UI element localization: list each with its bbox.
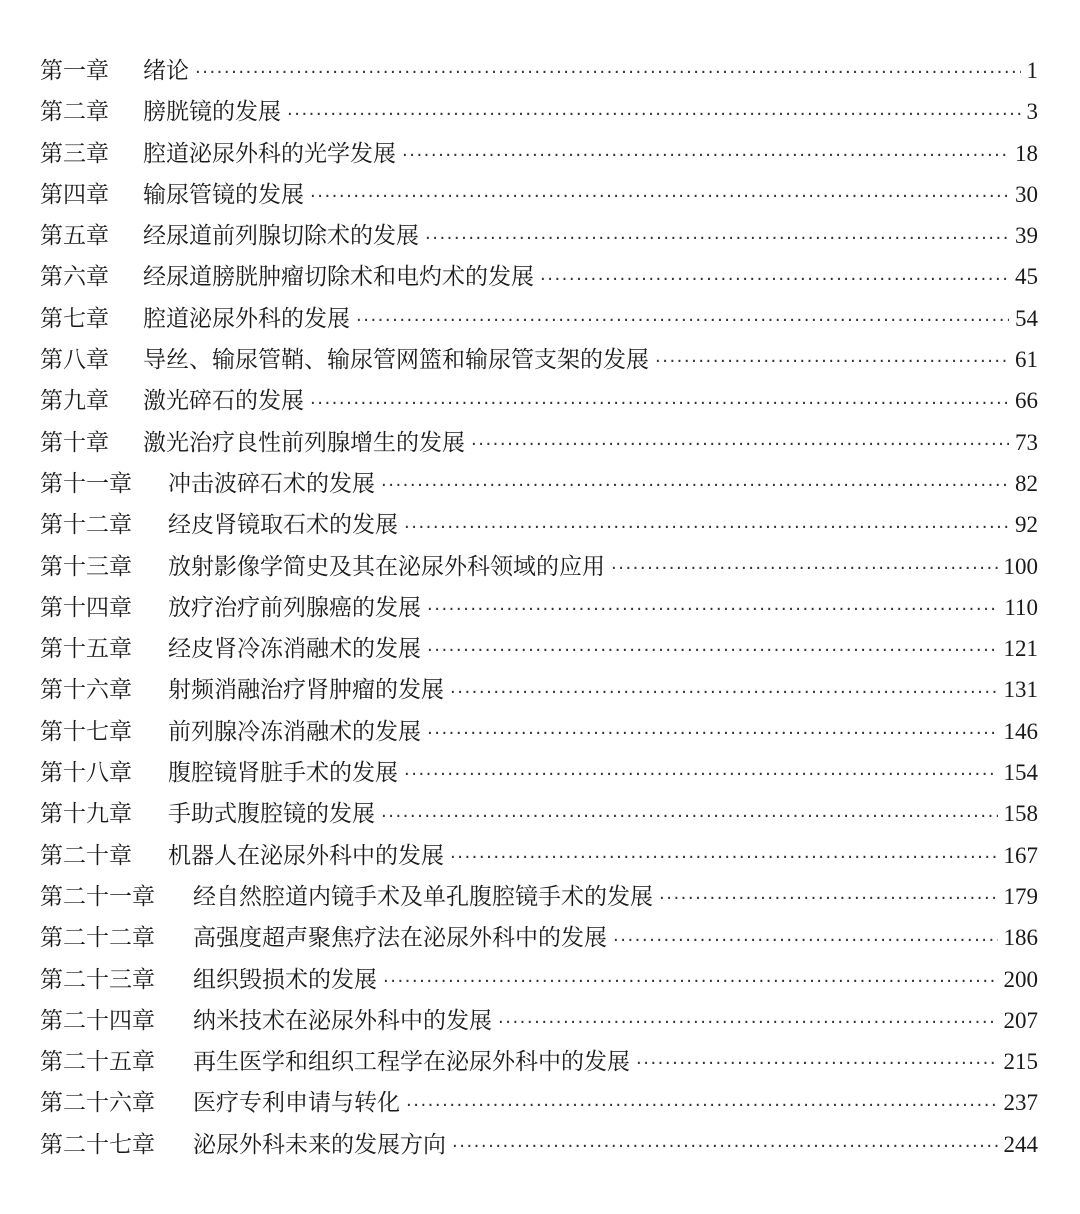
chapter-title: 泌尿外科未来的发展方向	[193, 1131, 446, 1158]
dot-leader	[613, 922, 998, 945]
chapter-title: 医疗专利申请与转化	[193, 1090, 400, 1117]
page-number: 82	[1015, 470, 1038, 496]
toc-entry[interactable]	[40, 546, 1038, 587]
chapter-title: 经自然腔道内镜手术及单孔腹腔镜手术的发展	[193, 883, 653, 910]
chapter-title: 纳米技术在泌尿外科中的发展	[193, 1007, 492, 1034]
chapter-title: 经皮肾冷冻消融术的发展	[168, 636, 421, 663]
toc-entry[interactable]	[40, 876, 1038, 917]
chapter-title: 膀胱镜的发展	[143, 99, 281, 126]
dot-leader	[450, 840, 998, 863]
toc-entry[interactable]	[40, 917, 1038, 958]
toc-entry[interactable]	[40, 1124, 1038, 1165]
chapter-number: 第六章	[40, 264, 109, 291]
chapter-number: 第二十章	[40, 842, 132, 869]
chapter-number: 第七章	[40, 305, 109, 332]
toc-entry[interactable]	[40, 463, 1038, 504]
chapter-number: 第二十六章	[40, 1090, 155, 1117]
page-number: 100	[1003, 553, 1038, 579]
chapter-number: 第二十一章	[40, 883, 155, 910]
chapter-number: 第十三章	[40, 553, 132, 580]
page-number: 18	[1015, 140, 1038, 166]
toc-entry[interactable]	[40, 1000, 1038, 1041]
dot-leader	[427, 716, 998, 739]
page-number: 179	[1003, 883, 1038, 909]
page-number: 186	[1003, 925, 1038, 951]
page-number: 73	[1015, 429, 1038, 455]
chapter-number: 第二十七章	[40, 1131, 155, 1158]
chapter-title: 经尿道膀胱肿瘤切除术和电灼术的发展	[143, 264, 534, 291]
dot-leader	[402, 138, 1009, 161]
chapter-title: 绪论	[143, 58, 189, 84]
dot-leader	[450, 674, 998, 697]
dot-leader	[310, 385, 1009, 408]
chapter-number: 第十二章	[40, 512, 132, 539]
chapter-title: 腹腔镜肾脏手术的发展	[168, 760, 398, 787]
chapter-title: 手助式腹腔镜的发展	[168, 801, 375, 828]
dot-leader	[406, 1087, 998, 1110]
dot-leader	[540, 261, 1009, 284]
toc-entry[interactable]	[40, 587, 1038, 628]
page-number: 215	[1003, 1049, 1038, 1075]
dot-leader	[195, 55, 1021, 78]
toc-entry[interactable]	[40, 50, 1038, 91]
chapter-title: 激光治疗良性前列腺增生的发展	[143, 429, 465, 456]
toc-entry[interactable]	[40, 752, 1038, 793]
page-number: 200	[1003, 966, 1038, 992]
chapter-number: 第十七章	[40, 718, 132, 745]
page-number: 146	[1003, 718, 1038, 744]
page-number: 244	[1003, 1131, 1038, 1157]
chapter-title: 机器人在泌尿外科中的发展	[168, 842, 444, 869]
chapter-title: 前列腺冷冻消融术的发展	[168, 718, 421, 745]
chapter-number: 第二十五章	[40, 1049, 155, 1076]
toc-entry[interactable]	[40, 91, 1038, 132]
chapter-title: 射频消融治疗肾肿瘤的发展	[168, 677, 444, 704]
chapter-number: 第四章	[40, 181, 109, 208]
page-number: 167	[1003, 842, 1038, 868]
dot-leader	[655, 344, 1009, 367]
chapter-title: 组织毁损术的发展	[193, 966, 377, 993]
chapter-number: 第十一章	[40, 470, 132, 497]
chapter-number: 第十五章	[40, 636, 132, 663]
chapter-title: 导丝、输尿管鞘、输尿管网篮和输尿管支架的发展	[143, 347, 649, 374]
dot-leader	[427, 633, 998, 656]
dot-leader	[356, 303, 1009, 326]
chapter-number: 第二十三章	[40, 966, 155, 993]
page-number: 3	[1026, 99, 1038, 125]
toc-entry[interactable]	[40, 380, 1038, 421]
page-number: 207	[1003, 1007, 1038, 1033]
toc-entry[interactable]	[40, 504, 1038, 545]
dot-leader	[425, 220, 1009, 243]
page-number: 110	[1004, 594, 1038, 620]
chapter-title: 放疗治疗前列腺癌的发展	[168, 594, 421, 621]
dot-leader	[310, 179, 1009, 202]
toc-entry[interactable]	[40, 339, 1038, 380]
page-number: 121	[1003, 636, 1038, 662]
chapter-number: 第十四章	[40, 594, 132, 621]
dot-leader	[381, 798, 998, 821]
chapter-number: 第十九章	[40, 801, 132, 828]
page-number: 39	[1015, 223, 1038, 249]
dot-leader	[404, 757, 998, 780]
chapter-number: 第十六章	[40, 677, 132, 704]
toc-entry[interactable]	[40, 215, 1038, 256]
chapter-title: 腔道泌尿外科的发展	[143, 305, 350, 332]
toc-entry[interactable]	[40, 1041, 1038, 1082]
page-number: 30	[1015, 181, 1038, 207]
page-number: 45	[1015, 264, 1038, 290]
toc-entry[interactable]	[40, 133, 1038, 174]
chapter-title: 经皮肾镜取石术的发展	[168, 512, 398, 539]
table-of-contents	[40, 50, 1038, 1165]
toc-entry[interactable]	[40, 628, 1038, 669]
dot-leader	[383, 964, 998, 987]
chapter-title: 输尿管镜的发展	[143, 181, 304, 208]
chapter-number: 第十章	[40, 429, 109, 456]
chapter-number: 第二十二章	[40, 925, 155, 952]
page-number: 131	[1003, 677, 1038, 703]
dot-leader	[287, 96, 1021, 119]
page-number: 154	[1003, 760, 1038, 786]
chapter-title: 高强度超声聚焦疗法在泌尿外科中的发展	[193, 925, 607, 952]
toc-entry[interactable]	[40, 835, 1038, 876]
toc-entry[interactable]	[40, 174, 1038, 215]
chapter-number: 第五章	[40, 223, 109, 250]
toc-entry[interactable]	[40, 959, 1038, 1000]
chapter-title: 放射影像学简史及其在泌尿外科领域的应用	[168, 553, 605, 580]
dot-leader	[659, 881, 998, 904]
page-number: 61	[1015, 347, 1038, 373]
chapter-title: 腔道泌尿外科的光学发展	[143, 140, 396, 167]
chapter-title: 冲击波碎石术的发展	[168, 470, 375, 497]
chapter-number: 第一章	[40, 58, 109, 84]
chapter-number: 第八章	[40, 347, 109, 374]
dot-leader	[404, 509, 1009, 532]
chapter-title: 经尿道前列腺切除术的发展	[143, 223, 419, 250]
toc-entry[interactable]	[40, 793, 1038, 834]
page-number: 1	[1026, 58, 1038, 83]
dot-leader	[427, 592, 998, 615]
dot-leader	[471, 427, 1009, 450]
page-number: 92	[1015, 512, 1038, 538]
dot-leader	[452, 1129, 998, 1152]
dot-leader	[381, 468, 1009, 491]
dot-leader	[636, 1046, 998, 1069]
toc-entry[interactable]	[40, 298, 1038, 339]
dot-leader	[611, 551, 998, 574]
chapter-title: 再生医学和组织工程学在泌尿外科中的发展	[193, 1049, 630, 1076]
chapter-number: 第九章	[40, 388, 109, 415]
chapter-number: 第十八章	[40, 760, 132, 787]
chapter-number: 第二十四章	[40, 1007, 155, 1034]
page-number: 237	[1003, 1090, 1038, 1116]
page-number: 54	[1015, 305, 1038, 331]
toc-entry[interactable]	[40, 669, 1038, 710]
chapter-title: 激光碎石的发展	[143, 388, 304, 415]
chapter-number: 第三章	[40, 140, 109, 167]
chapter-number: 第二章	[40, 99, 109, 126]
toc-entry[interactable]	[40, 711, 1038, 752]
toc-entry[interactable]	[40, 422, 1038, 463]
dot-leader	[498, 1005, 998, 1028]
page-number: 158	[1003, 801, 1038, 827]
toc-entry[interactable]	[40, 1082, 1038, 1123]
toc-entry[interactable]	[40, 256, 1038, 297]
page-number: 66	[1015, 388, 1038, 414]
